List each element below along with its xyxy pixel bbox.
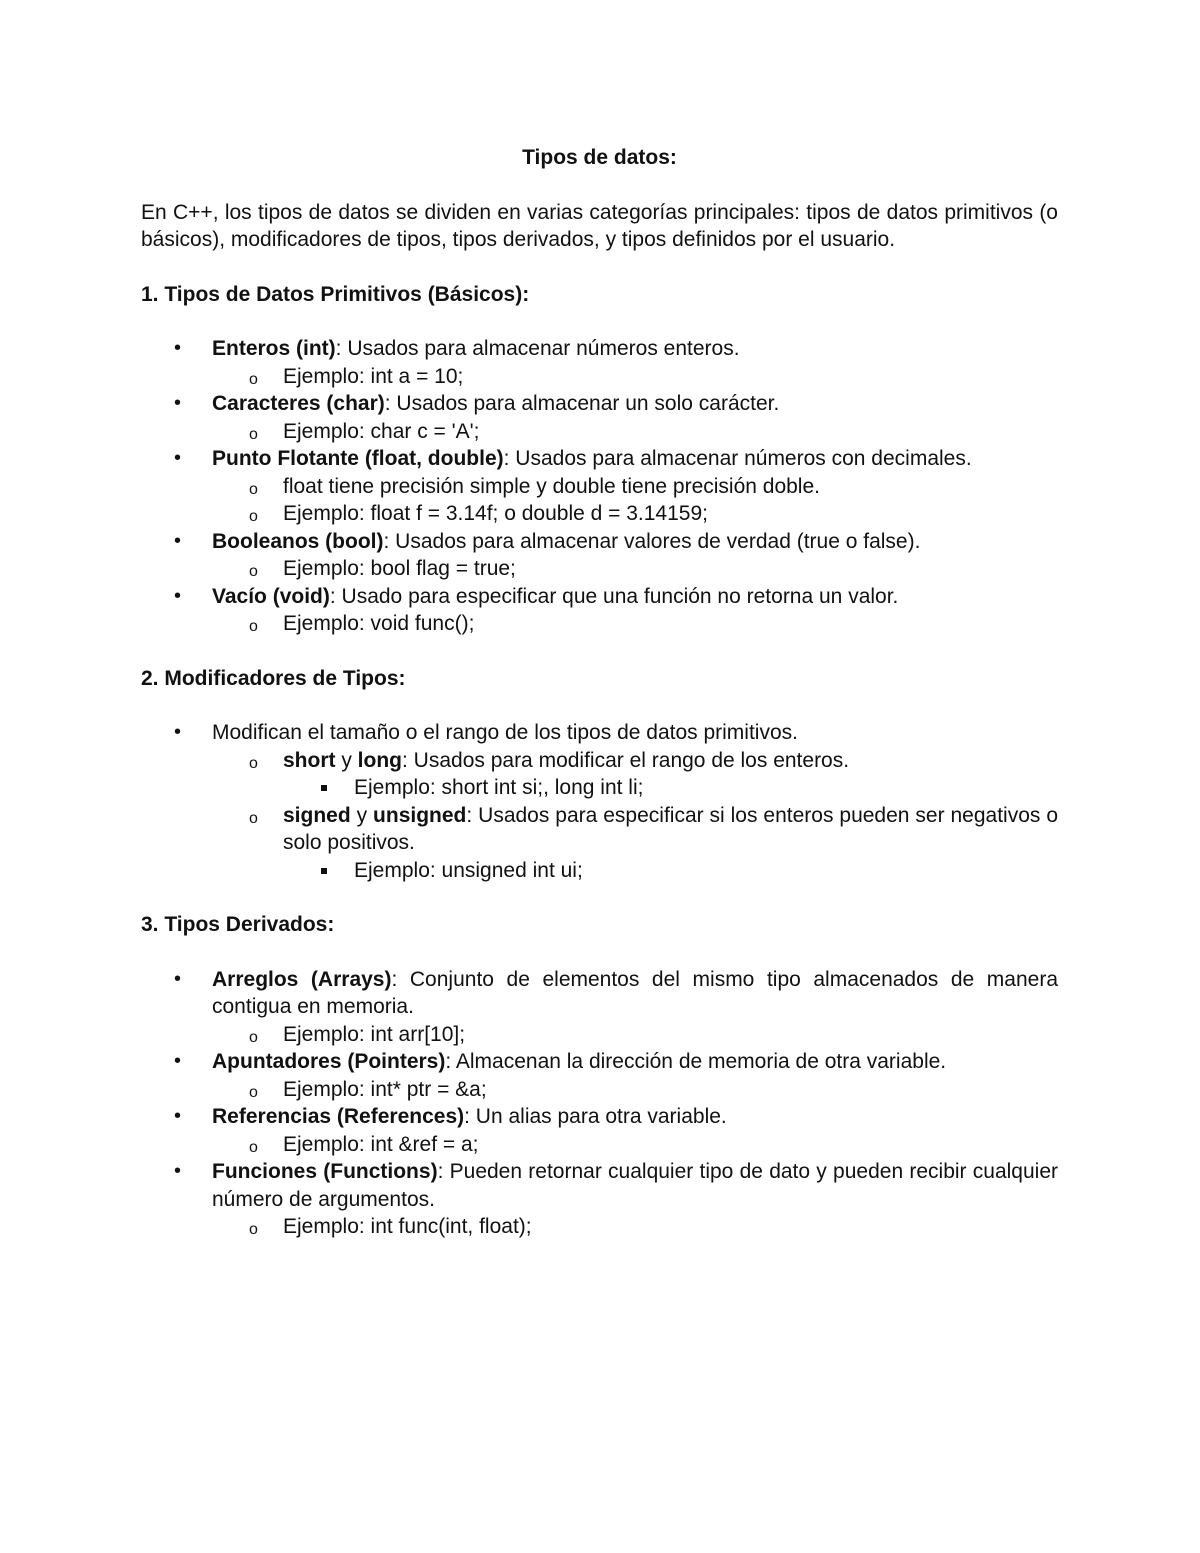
sub-item bbox=[212, 1021, 1058, 1049]
bullet-icon: • bbox=[174, 337, 182, 359]
sub-list bbox=[212, 473, 1058, 528]
item-lead: Referencias (References) bbox=[212, 1105, 465, 1128]
sub-list bbox=[212, 363, 1058, 391]
item-text: : Usados para almacenar valores de verdad (true o false). bbox=[383, 529, 921, 553]
primitive-types-list bbox=[141, 335, 1058, 638]
item-text: : Usados para almacenar números enteros. bbox=[335, 337, 740, 360]
item-lead: Caracteres (char) bbox=[212, 392, 385, 415]
section-heading-derived-types: 3. Tipos Derivados: bbox=[141, 913, 335, 936]
square-bullet-icon bbox=[321, 785, 327, 791]
item-text: : Pueden retornar cualquier tipo de dato y pueden recibir cualquier número de argumentos. bbox=[212, 1160, 1058, 1211]
item-text: : Conjunto de elementos del mismo tipo almacenados de manera contigua en memoria. bbox=[212, 967, 1059, 1018]
item-lead: Punto Flotante (float, double) bbox=[212, 447, 504, 470]
sub-item bbox=[212, 610, 1058, 638]
circle-bullet-icon: o bbox=[249, 1138, 258, 1156]
bullet-icon: • bbox=[174, 1050, 182, 1072]
circle-bullet-icon: o bbox=[249, 563, 258, 580]
page-title: Tipos de datos: bbox=[522, 146, 677, 169]
sub-item-text: : Usados para especificar si los enteros pueden ser negativos o solo positivos. bbox=[283, 803, 1058, 854]
sub-list bbox=[212, 555, 1058, 583]
bullet-icon: • bbox=[174, 447, 182, 469]
list-item-modifiers bbox=[141, 719, 1058, 884]
connector-text: y bbox=[335, 748, 358, 772]
sub-item-text: float tiene precisión simple y double tiene precisión doble. bbox=[283, 474, 820, 498]
bullet-icon: • bbox=[174, 392, 182, 414]
sub-list bbox=[212, 1021, 1058, 1049]
sub-list bbox=[212, 1131, 1058, 1159]
item-text: : Usados para almacenar un solo carácter. bbox=[384, 392, 780, 415]
keyword-short: short bbox=[283, 748, 336, 772]
sub-item-text: Ejemplo: int* ptr = &a; bbox=[283, 1077, 487, 1101]
list-item-references bbox=[141, 1103, 1058, 1158]
keyword-long: long bbox=[357, 748, 402, 772]
circle-bullet-icon: o bbox=[249, 809, 258, 827]
sub-list bbox=[212, 418, 1058, 446]
section-heading-type-modifiers: 2. Modificadores de Tipos: bbox=[141, 666, 406, 690]
bullet-icon: • bbox=[174, 967, 182, 990]
bullet-icon: • bbox=[174, 584, 182, 607]
sub-item-text: Ejemplo: float f = 3.14f; o double d = 3.14159; bbox=[283, 502, 708, 525]
list-item-int bbox=[141, 335, 1058, 390]
circle-bullet-icon: o bbox=[249, 480, 258, 498]
item-text: Modifican el tamaño o el rango de los tipos de datos primitivos. bbox=[212, 721, 798, 744]
sub-list bbox=[212, 1076, 1058, 1104]
list-item-bool bbox=[141, 528, 1058, 583]
connector-text: y bbox=[350, 803, 374, 827]
item-text: : Almacenan la dirección de memoria de otra variable. bbox=[445, 1050, 947, 1073]
bullet-icon: • bbox=[174, 721, 182, 743]
sub-item-text: : Usados para modificar el rango de los enteros. bbox=[402, 748, 850, 772]
sub-list bbox=[212, 610, 1058, 638]
sub-item bbox=[212, 363, 1058, 391]
circle-bullet-icon: o bbox=[249, 618, 258, 635]
item-lead: Vacío (void) bbox=[212, 584, 330, 608]
sub-item bbox=[212, 473, 1058, 501]
keyword-signed: signed bbox=[283, 803, 351, 827]
square-bullet-icon bbox=[321, 868, 327, 874]
sub-item-short-long bbox=[212, 747, 1058, 802]
bullet-icon: • bbox=[174, 529, 182, 552]
item-text: : Usado para especificar que una función no retorna un valor. bbox=[329, 584, 899, 608]
sub-list bbox=[212, 747, 1058, 885]
sub-item-text: Ejemplo: void func(); bbox=[283, 612, 475, 635]
sub-list bbox=[212, 1213, 1058, 1241]
bullet-icon: • bbox=[174, 1105, 182, 1127]
list-item-void bbox=[141, 583, 1058, 638]
example-text: Ejemplo: short int si;, long int li; bbox=[354, 776, 644, 799]
sub-sub-item bbox=[283, 774, 1058, 802]
list-item-functions bbox=[141, 1158, 1058, 1241]
circle-bullet-icon: o bbox=[249, 370, 258, 388]
circle-bullet-icon: o bbox=[249, 508, 258, 525]
circle-bullet-icon: o bbox=[249, 1083, 258, 1101]
derived-types-list bbox=[141, 966, 1058, 1241]
sub-sub-list bbox=[283, 857, 1058, 885]
sub-item bbox=[212, 1076, 1058, 1104]
sub-item-text: Ejemplo: int arr[10]; bbox=[283, 1022, 466, 1046]
circle-bullet-icon: o bbox=[249, 1221, 258, 1238]
list-item-char bbox=[141, 390, 1058, 445]
sub-item bbox=[212, 1131, 1058, 1159]
sub-sub-list bbox=[283, 774, 1058, 802]
item-lead: Apuntadores (Pointers) bbox=[212, 1050, 446, 1073]
sub-item-text: Ejemplo: char c = 'A'; bbox=[283, 419, 480, 443]
sub-item bbox=[212, 1213, 1058, 1241]
list-item-pointers bbox=[141, 1048, 1058, 1103]
bullet-icon: • bbox=[174, 1160, 182, 1182]
sub-item bbox=[212, 418, 1058, 446]
item-lead: Funciones (Functions) bbox=[212, 1160, 438, 1183]
item-lead: Booleanos (bool) bbox=[212, 529, 384, 553]
sub-item-text: Ejemplo: bool flag = true; bbox=[283, 557, 516, 580]
document-body bbox=[141, 144, 1058, 1268]
section-heading-primitive-types: 1. Tipos de Datos Primitivos (Básicos): bbox=[141, 282, 530, 306]
intro-paragraph: En C++, los tipos de datos se dividen en varias categorías principales: tipos de datos primitivos (o básicos), modificadores de tipos, tipos derivados, y tipos definidos por el usuario. bbox=[141, 200, 1058, 251]
example-text: Ejemplo: unsigned int ui; bbox=[354, 858, 583, 882]
item-lead: Arreglos (Arrays) bbox=[212, 967, 392, 991]
list-item-arrays bbox=[141, 966, 1058, 1049]
sub-item-text: Ejemplo: int func(int, float); bbox=[283, 1215, 532, 1238]
circle-bullet-icon: o bbox=[249, 1028, 258, 1046]
circle-bullet-icon: o bbox=[249, 754, 258, 772]
circle-bullet-icon: o bbox=[249, 425, 258, 443]
type-modifiers-list bbox=[141, 719, 1058, 884]
keyword-unsigned: unsigned bbox=[373, 803, 467, 827]
sub-item-signed-unsigned bbox=[212, 802, 1058, 885]
sub-item-text: Ejemplo: int &ref = a; bbox=[283, 1132, 479, 1156]
item-text: : Usados para almacenar números con decimales. bbox=[503, 447, 972, 470]
list-item-float-double bbox=[141, 445, 1058, 528]
item-lead: Enteros (int) bbox=[212, 337, 336, 360]
item-text: : Un alias para otra variable. bbox=[464, 1105, 727, 1128]
sub-sub-item bbox=[283, 857, 1058, 885]
sub-item bbox=[212, 555, 1058, 583]
sub-item bbox=[212, 500, 1058, 528]
sub-item-text: Ejemplo: int a = 10; bbox=[283, 364, 464, 388]
